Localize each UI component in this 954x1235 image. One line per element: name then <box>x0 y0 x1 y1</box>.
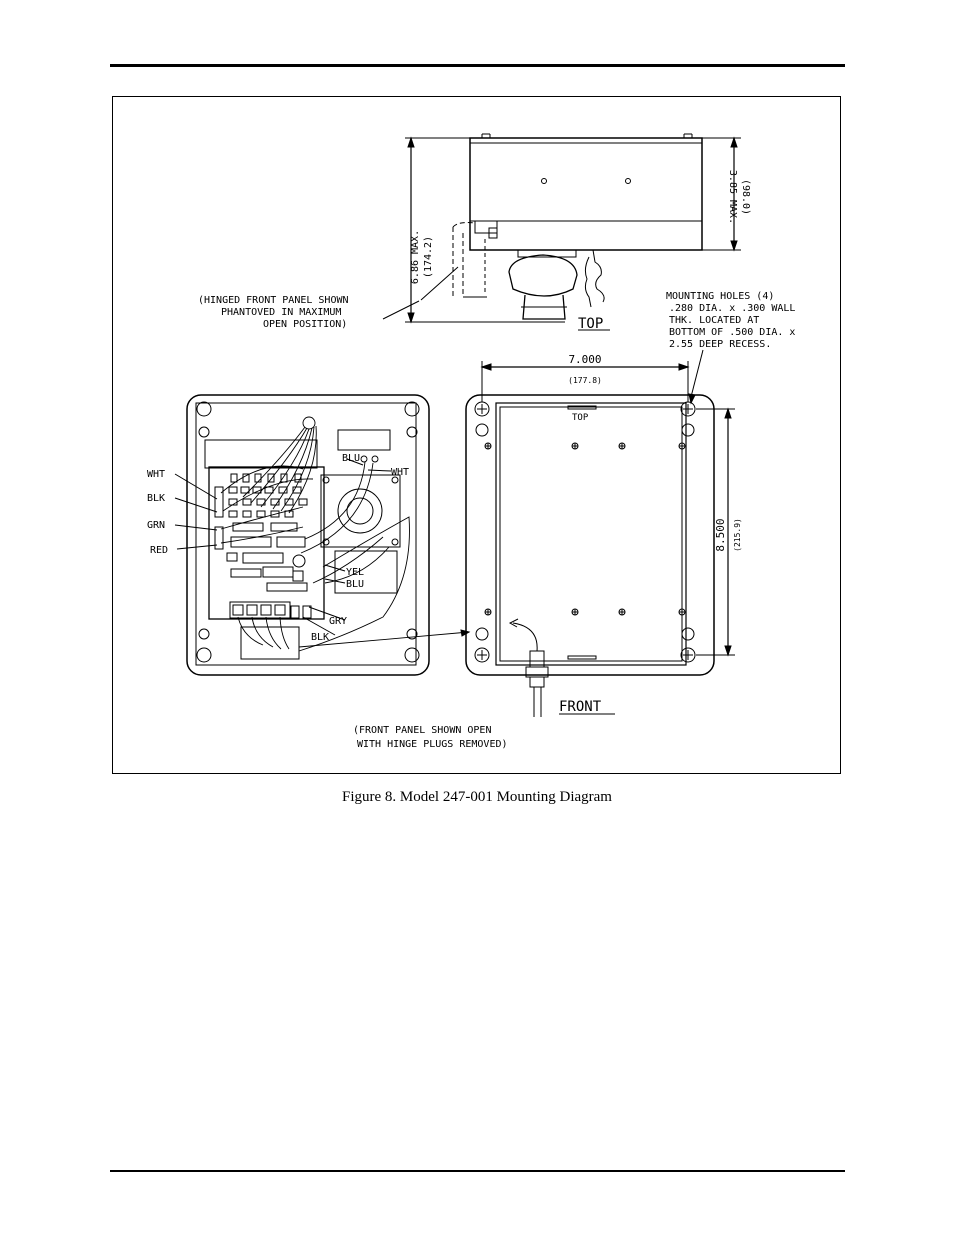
width-dimension-mm: (177.8) <box>568 376 602 385</box>
mounting-note-line-5: 2.55 DEEP RECESS. <box>669 339 772 350</box>
mounting-note-line-2: .280 DIA. x .300 WALL <box>669 303 796 314</box>
wire-label-red: RED <box>150 545 169 556</box>
figure-frame <box>112 96 841 774</box>
width-dimension: 7.000 <box>568 353 602 366</box>
front-view-drawing <box>466 361 735 717</box>
top-marker-label: TOP <box>572 413 589 423</box>
wire-label-blu-bottom: BLU <box>346 579 365 590</box>
depth-max-label: 3.85 MAX. <box>727 169 738 225</box>
header-rule <box>110 64 845 67</box>
hinged-note-line-2: PHANTOVED IN MAXIMUM <box>221 307 342 318</box>
front-note-line-1: (FRONT PANEL SHOWN OPEN <box>353 725 492 736</box>
figure-caption: Figure 8. Model 247-001 Mounting Diagram <box>342 789 612 805</box>
height-max-label: 6.86 MAX. <box>410 229 421 285</box>
mounting-note-line-3: THK. LOCATED AT <box>669 315 760 326</box>
height-max-mm-label: (174.2) <box>423 235 434 279</box>
wire-label-yel: YEL <box>346 567 365 578</box>
depth-max-mm-label: (98.0) <box>740 178 751 216</box>
front-note-line-2: WITH HINGE PLUGS REMOVED) <box>357 739 508 750</box>
mounting-diagram <box>113 97 840 773</box>
footer-rule <box>110 1170 845 1172</box>
wire-label-grn: GRN <box>147 520 166 531</box>
wire-label-blu-top: BLU <box>342 453 361 464</box>
panel-screws <box>485 443 685 615</box>
hinged-note-line-3: OPEN POSITION) <box>263 319 348 330</box>
length-dimension: 8.500 <box>714 518 727 552</box>
mounting-note-leader <box>691 350 703 397</box>
mounting-note-line-4: BOTTOM OF .500 DIA. x <box>669 327 796 338</box>
length-dimension-mm: (215.9) <box>733 518 742 552</box>
wire-label-blk-bottom: BLK <box>311 632 330 643</box>
hinged-note-line-1: (HINGED FRONT PANEL SHOWN <box>198 295 349 306</box>
top-view-label: TOP <box>578 316 604 332</box>
front-view-label: FRONT <box>559 699 602 715</box>
wire-label-wht-right: WHT <box>391 467 410 478</box>
mounting-note-line-1: MOUNTING HOLES (4) <box>666 291 775 302</box>
wire-label-blk-left: BLK <box>147 493 166 504</box>
wire-label-gry: GRY <box>329 616 348 627</box>
corner-mounting-holes <box>475 402 695 662</box>
wire-label-wht-left: WHT <box>147 469 166 480</box>
